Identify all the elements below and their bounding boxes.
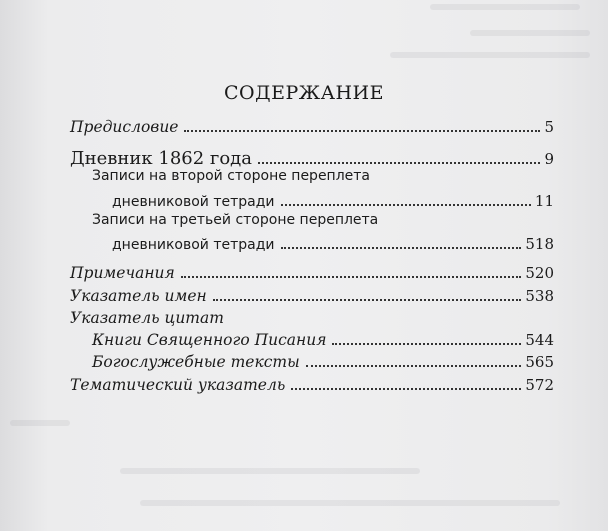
leader-dots (306, 365, 522, 367)
page-title: СОДЕРЖАНИЕ (224, 82, 384, 104)
toc-entry-label: Книги Священного Писания (92, 331, 327, 349)
toc-entry-label: Примечания (70, 264, 175, 282)
bleed-through-mark (120, 468, 420, 474)
toc-entry-page: 9 (544, 150, 554, 168)
leader-dots (332, 343, 521, 345)
toc-entry-page: 520 (525, 264, 554, 282)
toc-entry-label-line2: дневниковой тетради (112, 237, 275, 253)
bleed-through-mark (10, 420, 70, 426)
toc-entry-label: Указатель цитат (70, 309, 224, 327)
toc-entry-page: 565 (525, 353, 554, 371)
leader-dots (281, 204, 531, 206)
bleed-through-mark (470, 30, 590, 36)
toc-entry-page: 5 (544, 118, 554, 136)
leader-dots (181, 276, 522, 278)
bleed-through-mark (140, 500, 560, 506)
toc-entry-quote-index (70, 309, 224, 327)
leader-dots (258, 162, 540, 164)
toc-entry-liturgical (92, 353, 554, 371)
bleed-through-mark (430, 4, 580, 10)
toc-entry-notes (70, 264, 554, 282)
toc-entry-diary (70, 148, 554, 169)
leader-dots (184, 130, 540, 132)
toc-entry-name-index (70, 287, 554, 305)
toc-entry-scripture (92, 331, 554, 349)
bleed-through-mark (390, 52, 590, 58)
toc-entry-label: Указатель имен (70, 287, 207, 305)
toc-entry-label-line2: дневниковой тетради (112, 194, 275, 210)
toc-entry-label-line1: Записи на второй стороне переплета (92, 168, 371, 184)
toc-entry-page: 544 (525, 331, 554, 349)
leader-dots (291, 388, 521, 390)
toc-entry-page: 538 (525, 287, 554, 305)
toc-entry-label: Богослужебные тексты (92, 353, 300, 371)
toc-entry-thematic-index (70, 376, 554, 394)
toc-entry-label-line1: Записи на третьей стороне переплета (92, 212, 379, 228)
toc-entry-second-cover (112, 192, 554, 210)
leader-dots (281, 247, 522, 249)
toc-entry-page: 572 (525, 376, 554, 394)
leader-dots (213, 299, 522, 301)
toc-entry-preface (70, 118, 554, 136)
toc-entry-page: 11 (534, 192, 554, 210)
toc-entry-label: Тематический указатель (70, 376, 286, 394)
toc-entry-label: Предисловие (70, 118, 179, 136)
toc-entry-third-cover (112, 235, 554, 253)
toc-entry-label: Дневник 1862 года (70, 148, 252, 169)
toc-entry-page: 518 (525, 235, 554, 253)
